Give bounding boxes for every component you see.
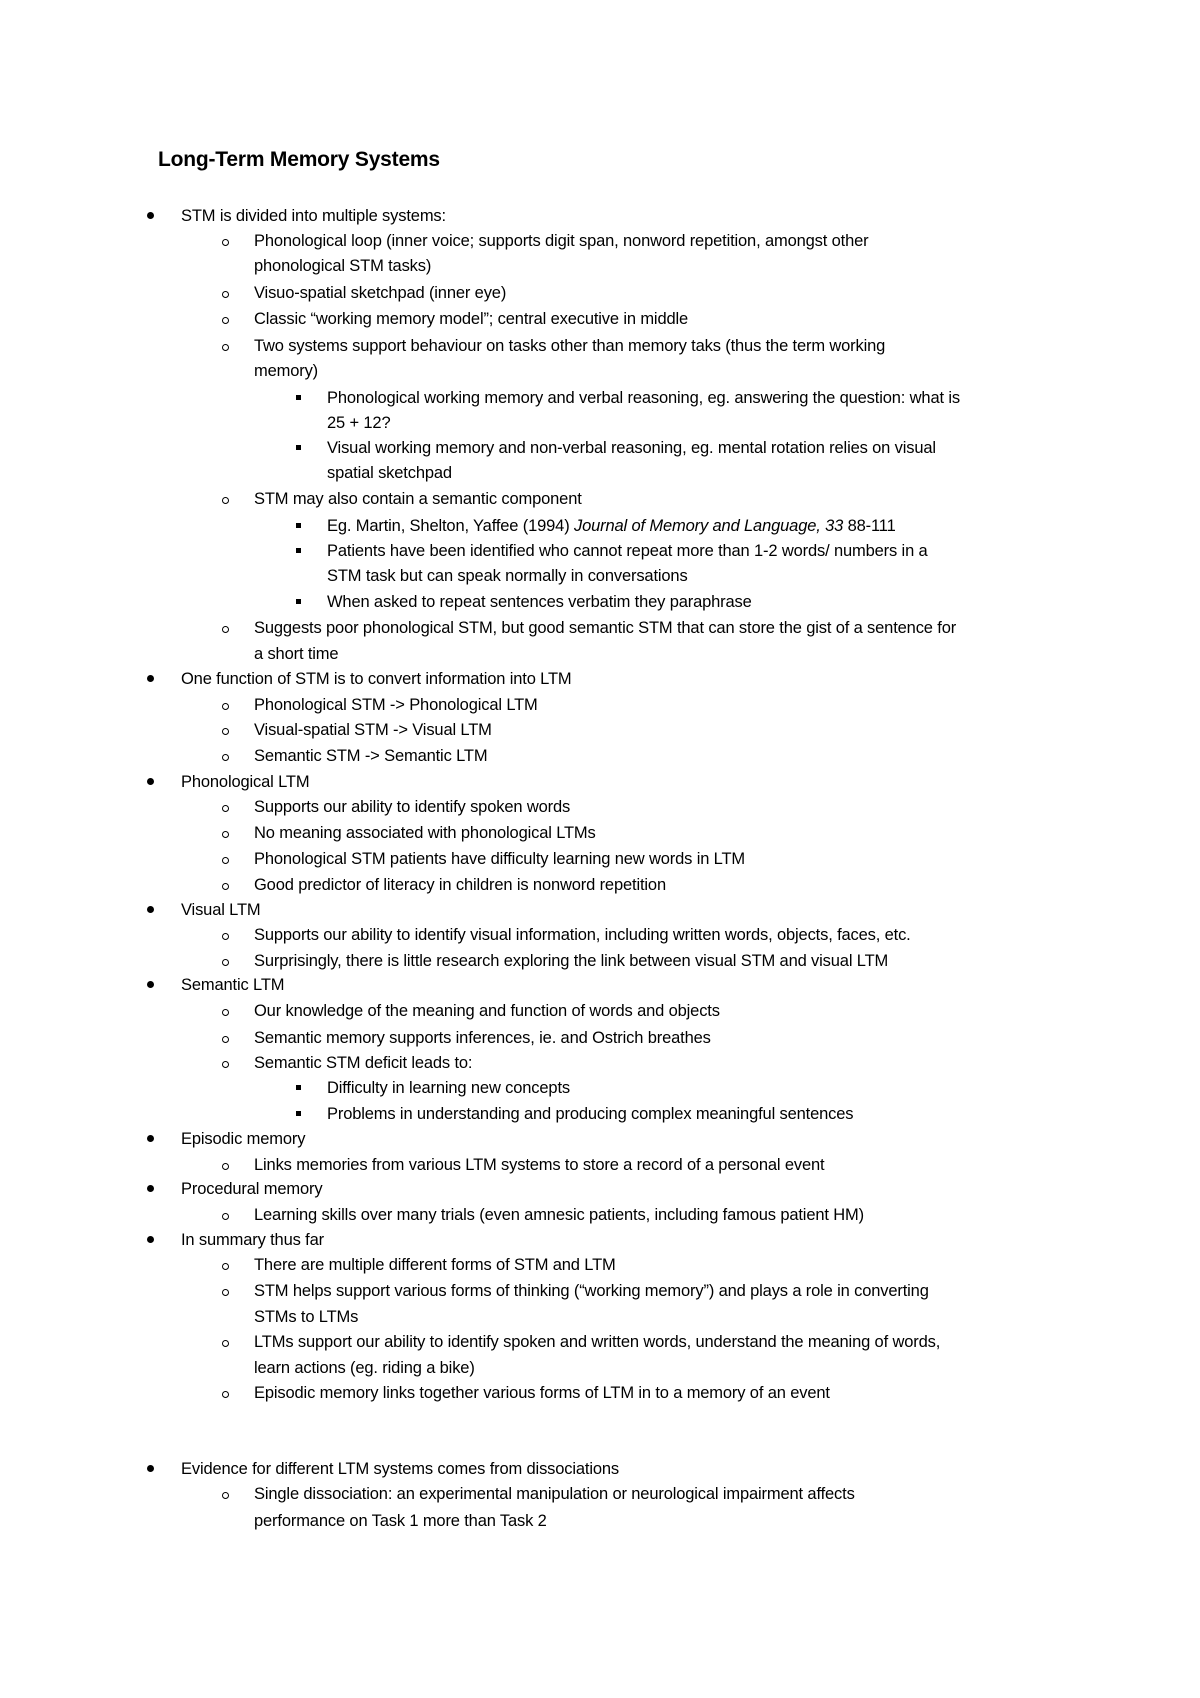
list-item-text: Phonological STM -> Phonological LTM (254, 696, 538, 714)
bullet-circle-icon (219, 1331, 233, 1353)
list-item-text: Episodic memory (181, 1130, 306, 1148)
page-title: Long-Term Memory Systems (158, 148, 440, 171)
list-item-text: When asked to repeat sentences verbatim they paraphrase (327, 593, 752, 611)
list-item-text: Problems in understanding and producing complex meaningful sentences (327, 1105, 854, 1123)
list-item-text: In summary thus far (181, 1231, 324, 1249)
list-item-level-2 (254, 950, 888, 972)
list-item-level-2 (254, 617, 956, 639)
bullet-dot-icon (144, 1458, 158, 1480)
bullet-circle-icon (219, 924, 233, 946)
list-item-text: STM task but can speak normally in conversations (327, 567, 688, 585)
list-item-text: There are multiple different forms of STM and LTM (254, 1256, 616, 1274)
bullet-dot-icon (144, 1128, 158, 1150)
list-item-text: STM helps support various forms of thinking (“working memory”) and plays a role in converting (254, 1282, 929, 1300)
list-item-continuation (254, 1510, 547, 1532)
list-item-level-2 (254, 848, 745, 870)
list-item-text: Visual-spatial STM -> Visual LTM (254, 721, 492, 739)
bullet-dot-icon (144, 974, 158, 996)
list-item-level-3 (327, 591, 752, 613)
list-item-text: Semantic LTM (181, 976, 285, 994)
list-item-level-2 (254, 1000, 720, 1022)
list-item-text: Surprisingly, there is little research exploring the link between visual STM and visual LTM (254, 952, 889, 970)
bullet-circle-icon (219, 230, 233, 252)
list-item-text: Phonological working memory and verbal reasoning, eg. answering the question: what is (327, 389, 960, 407)
list-item-text: Suggests poor phonological STM, but good semantic STM that can store the gist of a sentence for (254, 619, 957, 637)
list-item-level-1 (181, 1458, 619, 1480)
bullet-circle-icon (219, 848, 233, 870)
list-item-text: No meaning associated with phonological LTMs (254, 824, 596, 842)
bullet-circle-icon (219, 335, 233, 357)
list-item-level-1 (181, 1128, 305, 1150)
list-item-text: a short time (254, 645, 339, 663)
bullet-square-icon (293, 540, 307, 562)
list-item-level-1 (181, 974, 284, 996)
bullet-circle-icon (219, 1280, 233, 1302)
list-item-text: Supports our ability to identify spoken words (254, 798, 571, 816)
bullet-square-icon (293, 387, 307, 409)
bullet-dot-icon (144, 771, 158, 793)
list-item-text: Single dissociation: an experimental manipulation or neurological impairment affects (254, 1485, 855, 1503)
list-item-continuation (327, 462, 452, 484)
list-item-level-2 (254, 796, 570, 818)
list-item-text: Patients have been identified who cannot repeat more than 1-2 words/ numbers in a (327, 542, 928, 560)
list-item-level-3 (327, 515, 896, 537)
bullet-circle-icon (219, 719, 233, 741)
list-item-text: Evidence for different LTM systems comes from dissociations (181, 1460, 620, 1478)
list-item-text: Two systems support behaviour on tasks other than memory taks (thus the term working (254, 337, 886, 355)
list-item-level-2 (254, 719, 492, 741)
list-item-continuation (254, 1306, 358, 1328)
list-item-continuation (327, 565, 688, 587)
list-item-level-3 (327, 387, 960, 409)
list-item-text: Phonological LTM (181, 773, 310, 791)
bullet-circle-icon (219, 308, 233, 330)
bullet-circle-icon (219, 1154, 233, 1176)
list-item-text: Episodic memory links together various forms of LTM in to a memory of an event (254, 1384, 830, 1402)
bullet-circle-icon (219, 617, 233, 639)
list-item-level-2 (254, 694, 538, 716)
bullet-square-icon (293, 1077, 307, 1099)
list-item-text: Semantic memory supports inferences, ie. and Ostrich breathes (254, 1029, 711, 1047)
list-item-level-2 (254, 1483, 855, 1505)
bullet-circle-icon (219, 1000, 233, 1022)
list-item-level-2 (254, 1154, 824, 1176)
bullet-circle-icon (219, 1027, 233, 1049)
list-item-continuation (254, 643, 338, 665)
bullet-circle-icon (219, 488, 233, 510)
list-item-text: Learning skills over many trials (even amnesic patients, including famous patient HM) (254, 1206, 864, 1224)
list-item-text: LTMs support our ability to identify spoken and written words, understand the meaning of words, (254, 1333, 941, 1351)
bullet-circle-icon (219, 796, 233, 818)
bullet-circle-icon (219, 1382, 233, 1404)
list-item-text: Eg. Martin, Shelton, Yaffee (1994) (327, 517, 574, 535)
bullet-circle-icon (219, 874, 233, 896)
list-item-text: Visuo-spatial sketchpad (inner eye) (254, 284, 507, 302)
list-item-level-3 (327, 1077, 570, 1099)
list-item-text: Phonological loop (inner voice; supports digit span, nonword repetition, amongst other (254, 232, 869, 250)
bullet-square-icon (293, 515, 307, 537)
list-item-level-1 (181, 1229, 324, 1251)
list-item-level-2 (254, 1027, 711, 1049)
list-item-level-2 (254, 1254, 616, 1276)
list-item-text: learn actions (eg. riding a bike) (254, 1359, 475, 1377)
list-item-continuation (254, 1357, 475, 1379)
list-item-text: 25 + 12? (327, 414, 391, 432)
list-item-text: Visual working memory and non-verbal reasoning, eg. mental rotation relies on visual (327, 439, 936, 457)
bullet-square-icon (293, 1103, 307, 1125)
list-item-text: Difficulty in learning new concepts (327, 1079, 570, 1097)
list-item-text: spatial sketchpad (327, 464, 452, 482)
list-item-text: Visual LTM (181, 901, 261, 919)
list-item-text: Our knowledge of the meaning and function of words and objects (254, 1002, 720, 1020)
list-item-level-2 (254, 874, 666, 896)
list-item-text: STMs to LTMs (254, 1308, 359, 1326)
bullet-circle-icon (219, 745, 233, 767)
list-item-text: One function of STM is to convert information into LTM (181, 670, 572, 688)
list-item-level-2 (254, 230, 868, 252)
journal-citation: Journal of Memory and Language, 33 (574, 517, 844, 535)
list-item-text: Semantic STM deficit leads to: (254, 1054, 473, 1072)
list-item-text: Supports our ability to identify visual information, including written words, objects, faces, etc. (254, 926, 911, 944)
list-item-level-2 (254, 1052, 472, 1074)
bullet-circle-icon (219, 1052, 233, 1074)
list-item-level-1 (181, 205, 446, 227)
bullet-square-icon (293, 437, 307, 459)
list-item-level-1 (181, 899, 261, 921)
bullet-circle-icon (219, 822, 233, 844)
list-item-continuation (254, 360, 318, 382)
bullet-square-icon (293, 591, 307, 613)
list-item-level-3 (327, 437, 936, 459)
bullet-dot-icon (144, 668, 158, 690)
list-item-level-1 (181, 771, 309, 793)
list-item-level-2 (254, 308, 688, 330)
list-item-level-2 (254, 1382, 830, 1404)
list-item-text: Semantic STM -> Semantic LTM (254, 747, 488, 765)
list-item-continuation (327, 412, 391, 434)
list-item-level-1 (181, 668, 572, 690)
list-item-continuation (254, 255, 431, 277)
list-item-text: STM is divided into multiple systems: (181, 207, 446, 225)
list-item-level-1 (181, 1178, 322, 1200)
list-item-text: Classic “working memory model”; central executive in middle (254, 310, 689, 328)
list-item-level-2 (254, 924, 911, 946)
list-item-level-3 (327, 540, 928, 562)
bullet-circle-icon (219, 950, 233, 972)
list-item-text: memory) (254, 362, 319, 380)
list-item-level-2 (254, 822, 596, 844)
bullet-dot-icon (144, 205, 158, 227)
bullet-dot-icon (144, 1229, 158, 1251)
bullet-dot-icon (144, 899, 158, 921)
list-item-text: performance on Task 1 more than Task 2 (254, 1512, 547, 1530)
list-item-text: Good predictor of literacy in children is nonword repetition (254, 876, 666, 894)
list-item-level-2 (254, 745, 487, 767)
bullet-circle-icon (219, 1254, 233, 1276)
bullet-circle-icon (219, 694, 233, 716)
list-item-text: Phonological STM patients have difficulty learning new words in LTM (254, 850, 746, 868)
list-item-text: Links memories from various LTM systems to store a record of a personal event (254, 1156, 825, 1174)
bullet-circle-icon (219, 282, 233, 304)
list-item-level-2 (254, 282, 506, 304)
list-item-level-2 (254, 1280, 929, 1302)
bullet-circle-icon (219, 1204, 233, 1226)
list-item-level-3 (327, 1103, 853, 1125)
citation-pages: 88-111 (843, 517, 896, 535)
list-item-text: STM may also contain a semantic component (254, 490, 582, 508)
list-item-text: Procedural memory (181, 1180, 323, 1198)
list-item-level-2 (254, 1331, 940, 1353)
bullet-dot-icon (144, 1178, 158, 1200)
list-item-level-2 (254, 488, 582, 510)
bullet-circle-icon (219, 1483, 233, 1505)
list-item-level-2 (254, 335, 885, 357)
list-item-text: phonological STM tasks) (254, 257, 432, 275)
list-item-level-2 (254, 1204, 864, 1226)
